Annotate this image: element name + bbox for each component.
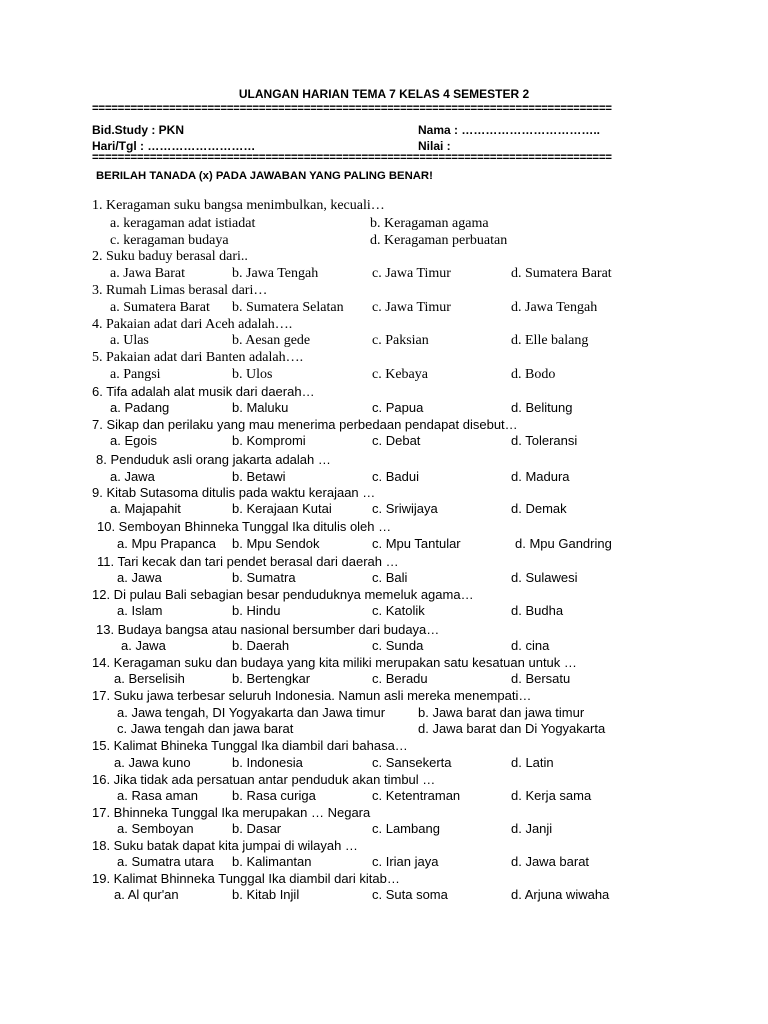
option-12b: b. Hindu [232, 603, 281, 618]
option-9b: b. Kerajaan Kutai [232, 501, 332, 516]
question-5: 5. Pakaian adat dari Banten adalah…. [92, 350, 304, 365]
question-15: 15. Kalimat Bhineka Tunggal Ika diambil dari bahasa… [92, 738, 408, 753]
question-19: 19. Kalimat Bhinneka Tunggal Ika diambil dari kitab… [92, 871, 400, 886]
option-17a-a: a. Jawa tengah, DI Yogyakarta dan Jawa timur [117, 705, 386, 720]
option-2b: b. Jawa Tengah [232, 266, 319, 281]
option-13a: a. Jawa [121, 638, 166, 653]
option-19b: b. Kitab Injil [232, 887, 300, 902]
instruction-text: BERILAH TANADA (x) PADA JAWABAN YANG PALING BENAR! [96, 170, 433, 182]
option-1c: c. keragaman budaya [110, 233, 229, 248]
option-17b-a: a. Semboyan [117, 821, 194, 836]
option-1b: b. Keragaman agama [370, 216, 489, 231]
option-18c: c. Irian jaya [372, 854, 439, 869]
option-6d: d. Belitung [511, 400, 573, 415]
option-4a: a. Ulas [110, 333, 149, 348]
option-10b: b. Mpu Sendok [232, 536, 320, 551]
option-3c: c. Jawa Timur [372, 300, 451, 315]
option-10a: a. Mpu Prapanca [117, 536, 217, 551]
option-2c: c. Jawa Timur [372, 266, 451, 281]
option-6a: a. Padang [110, 400, 170, 415]
option-9c: c. Sriwijaya [372, 501, 438, 516]
option-1a: a. keragaman adat istiadat [110, 216, 256, 231]
option-14b: b. Bertengkar [232, 671, 311, 686]
question-18: 18. Suku batak dapat kita jumpai di wilayah … [92, 838, 358, 853]
option-7d: d. Toleransi [511, 433, 578, 448]
question-16: 16. Jika tidak ada persatuan antar penduduk akan timbul … [92, 772, 436, 787]
option-9d: d. Demak [511, 501, 567, 516]
option-13d: d. cina [511, 638, 550, 653]
nilai-field: Nilai : [418, 139, 451, 153]
option-12c: c. Katolik [372, 603, 425, 618]
option-7b: b. Kompromi [232, 433, 306, 448]
option-10d: d. Mpu Gandring [515, 536, 612, 551]
option-6b: b. Maluku [232, 400, 289, 415]
question-9: 9. Kitab Sutasoma ditulis pada waktu kerajaan … [92, 485, 376, 500]
option-8c: c. Badui [372, 469, 419, 484]
option-17a-d: d. Jawa barat dan Di Yogyakarta [418, 721, 606, 736]
option-11b: b. Sumatra [232, 570, 296, 585]
question-12: 12. Di pulau Bali sebagian besar penduduknya memeluk agama… [92, 587, 474, 602]
option-5c: c. Kebaya [372, 367, 428, 382]
option-16c: c. Ketentraman [372, 788, 461, 803]
option-7a: a. Egois [110, 433, 157, 448]
option-19a: a. Al qur'an [114, 887, 179, 902]
option-17b-b: b. Dasar [232, 821, 282, 836]
option-18a: a. Sumatra utara [117, 854, 214, 869]
option-12d: d. Budha [511, 603, 564, 618]
option-16a: a. Rasa aman [117, 788, 198, 803]
option-2a: a. Jawa Barat [110, 266, 186, 281]
option-15d: d. Latin [511, 755, 554, 770]
question-7: 7. Sikap dan perilaku yang mau menerima perbedaan pendapat disebut… [92, 417, 518, 432]
question-8: 8. Penduduk asli orang jakarta adalah … [96, 452, 331, 467]
option-19c: c. Suta soma [372, 887, 448, 902]
option-3b: b. Sumatera Selatan [232, 300, 344, 315]
option-4b: b. Aesan gede [232, 333, 311, 348]
option-14d: d. Bersatu [511, 671, 571, 686]
nama-field: Nama : …………………………….. [418, 123, 601, 137]
haritgl-field: Hari/Tgl : ……………………… [92, 139, 256, 153]
option-6c: c. Papua [372, 400, 424, 415]
page-title: ULANGAN HARIAN TEMA 7 KELAS 4 SEMESTER 2 [238, 87, 530, 101]
option-11d: d. Sulawesi [511, 570, 578, 585]
option-9a: a. Majapahit [110, 501, 181, 516]
question-3: 3. Rumah Limas berasal dari… [92, 283, 268, 298]
option-17b-c: c. Lambang [372, 821, 440, 836]
question-17b: 17. Bhinneka Tunggal Ika merupakan … Negara [92, 805, 371, 820]
option-17a-b: b. Jawa barat dan jawa timur [418, 705, 585, 720]
option-5b: b. Ulos [232, 367, 273, 382]
option-16d: d. Kerja sama [511, 788, 592, 803]
question-1: 1. Keragaman suku bangsa menimbulkan, kecuali… [92, 198, 385, 213]
question-17a: 17. Suku jawa terbesar seluruh Indonesia. Namun asli mereka menempati… [92, 688, 532, 703]
option-13b: b. Daerah [232, 638, 290, 653]
option-8b: b. Betawi [232, 469, 286, 484]
option-11c: c. Bali [372, 570, 408, 585]
option-19d: d. Arjuna wiwaha [511, 887, 610, 902]
option-15a: a. Jawa kuno [114, 755, 191, 770]
question-13: 13. Budaya bangsa atau nasional bersumber dari budaya… [96, 622, 440, 637]
option-16b: b. Rasa curiga [232, 788, 316, 803]
question-14: 14. Keragaman suku dan budaya yang kita miliki merupakan satu kesatuan untuk … [92, 655, 577, 670]
divider-bottom: ================================================================================= [92, 153, 612, 164]
option-10c: c. Mpu Tantular [372, 536, 461, 551]
option-3a: a. Sumatera Barat [110, 300, 210, 315]
option-5d: d. Bodo [511, 367, 556, 382]
option-14c: c. Beradu [372, 671, 428, 686]
question-4: 4. Pakaian adat dari Aceh adalah…. [92, 317, 293, 332]
option-15b: b. Indonesia [232, 755, 303, 770]
option-13c: c. Sunda [372, 638, 424, 653]
option-4d: d. Elle balang [511, 333, 589, 348]
option-3d: d. Jawa Tengah [511, 300, 598, 315]
option-4c: c. Paksian [372, 333, 429, 348]
question-10: 10. Semboyan Bhinneka Tunggal Ika ditulis oleh … [97, 519, 392, 534]
option-15c: c. Sansekerta [372, 755, 452, 770]
option-12a: a. Islam [117, 603, 163, 618]
option-1d: d. Keragaman perbuatan [370, 233, 508, 248]
question-2: 2. Suku baduy berasal dari.. [92, 249, 248, 264]
option-2d: d. Sumatera Barat [511, 266, 612, 281]
question-11: 11. Tari kecak dan tari pendet berasal dari daerah … [97, 554, 399, 569]
divider-top: ================================================================================= [92, 104, 612, 115]
bidstudy-label: Bid.Study : PKN [92, 123, 184, 137]
option-18d: d. Jawa barat [511, 854, 590, 869]
option-11a: a. Jawa [117, 570, 162, 585]
option-18b: b. Kalimantan [232, 854, 312, 869]
option-14a: a. Berselisih [114, 671, 185, 686]
option-17a-c: c. Jawa tengah dan jawa barat [117, 721, 294, 736]
question-6: 6. Tifa adalah alat musik dari daerah… [92, 384, 315, 399]
option-17b-d: d. Janji [511, 821, 553, 836]
option-8d: d. Madura [511, 469, 570, 484]
option-7c: c. Debat [372, 433, 421, 448]
option-5a: a. Pangsi [110, 367, 161, 382]
option-8a: a. Jawa [110, 469, 155, 484]
